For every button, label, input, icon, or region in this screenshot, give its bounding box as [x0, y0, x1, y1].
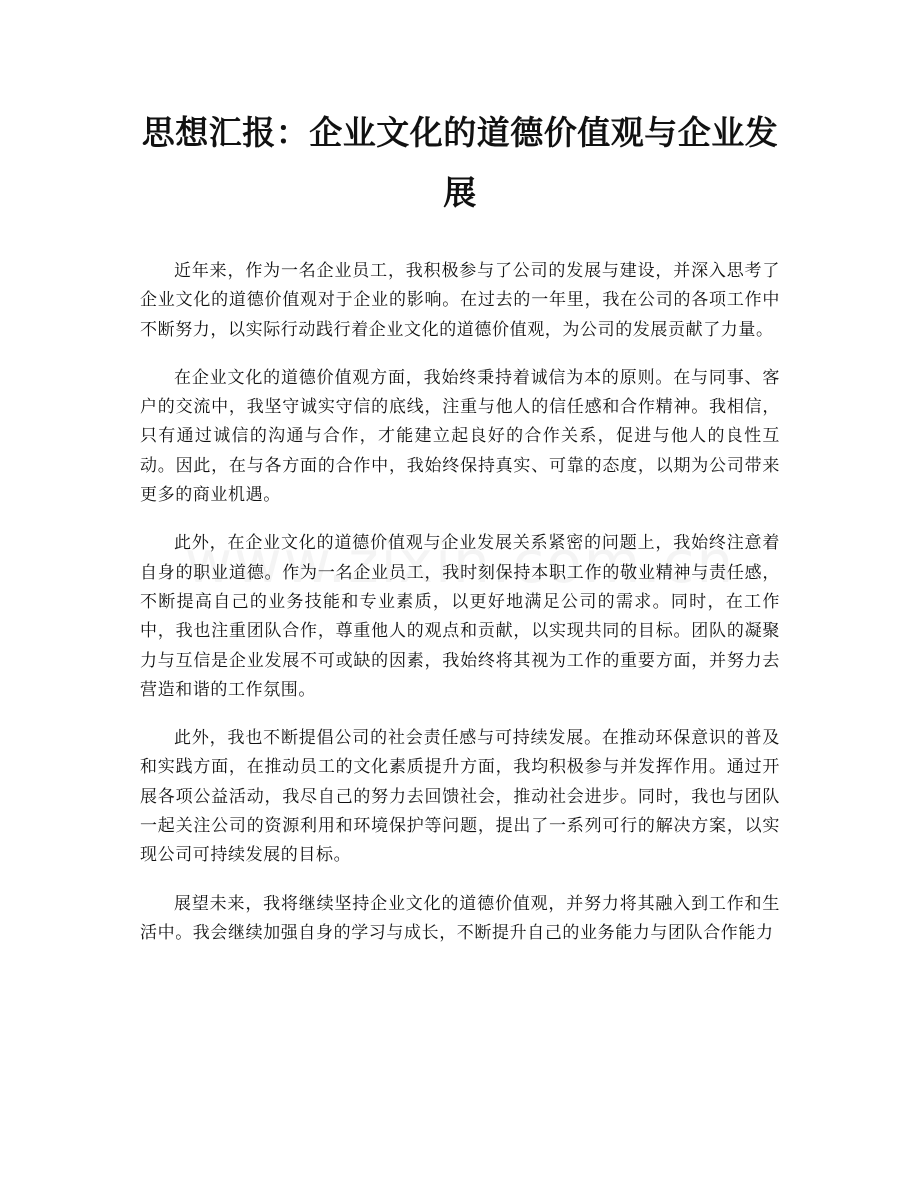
- paragraph-5: 展望未来，我将继续坚持企业文化的道德价值观，并努力将其融入到工作和生活中。我会继续加强自身的学习与成长，不断提升自己的业务能力与团队合作能力: [140, 893, 780, 943]
- paragraph-4: 此外，我也不断提倡公司的社会责任感与可持续发展。在推动环保意识的普及和实践方面，在推动员工的文化素质提升方面，我均积极参与并发挥作用。通过开展各项公益活动，我尽自己的努力去回馈社会，推动社会进步。同时，我也与团队一起关注公司的资源利用和环境保护等问题，提出了一系列可行的解决方案，以实现公司可持续发展的目标。: [140, 728, 780, 866]
- document-title: 思想汇报：企业文化的道德价值观与企业发展: [141, 113, 779, 212]
- paragraph-2: 在企业文化的道德价值观方面，我始终秉持着诚信为本的原则。在与同事、客户的交流中，我坚守诚实守信的底线，注重与他人的信任感和合作精神。我相信，只有通过诚信的沟通与合作，才能建立起良好的合作关系，促进与他人的良性互动。因此，在与各方面的合作中，我始终保持真实、可靠的态度，以期为公司带来更多的商业机遇。: [140, 367, 780, 506]
- document-body: [140, 257, 780, 948]
- paragraph-1: 近年来，作为一名企业员工，我积极参与了公司的发展与建设，并深入思考了企业文化的道德价值观对于企业的影响。在过去的一年里，我在公司的各项工作中不断努力，以实际行动践行着企业文化的道德价值观，为公司的发展贡献了力量。: [140, 261, 780, 340]
- paragraph-3: 此外，在企业文化的道德价值观与企业发展关系紧密的问题上，我始终注意着自身的职业道德。作为一名企业员工，我时刻保持本职工作的敬业精神与责任感，不断提高自己的业务技能和专业素质，以更好地满足公司的需求。同时，在工作中，我也注重团队合作，尊重他人的观点和贡献，以实现共同的目标。团队的凝聚力与互信是企业发展不可或缺的因素，我始终将其视为工作的重要方面，并努力去营造和谐的工作氛围。: [140, 533, 780, 700]
